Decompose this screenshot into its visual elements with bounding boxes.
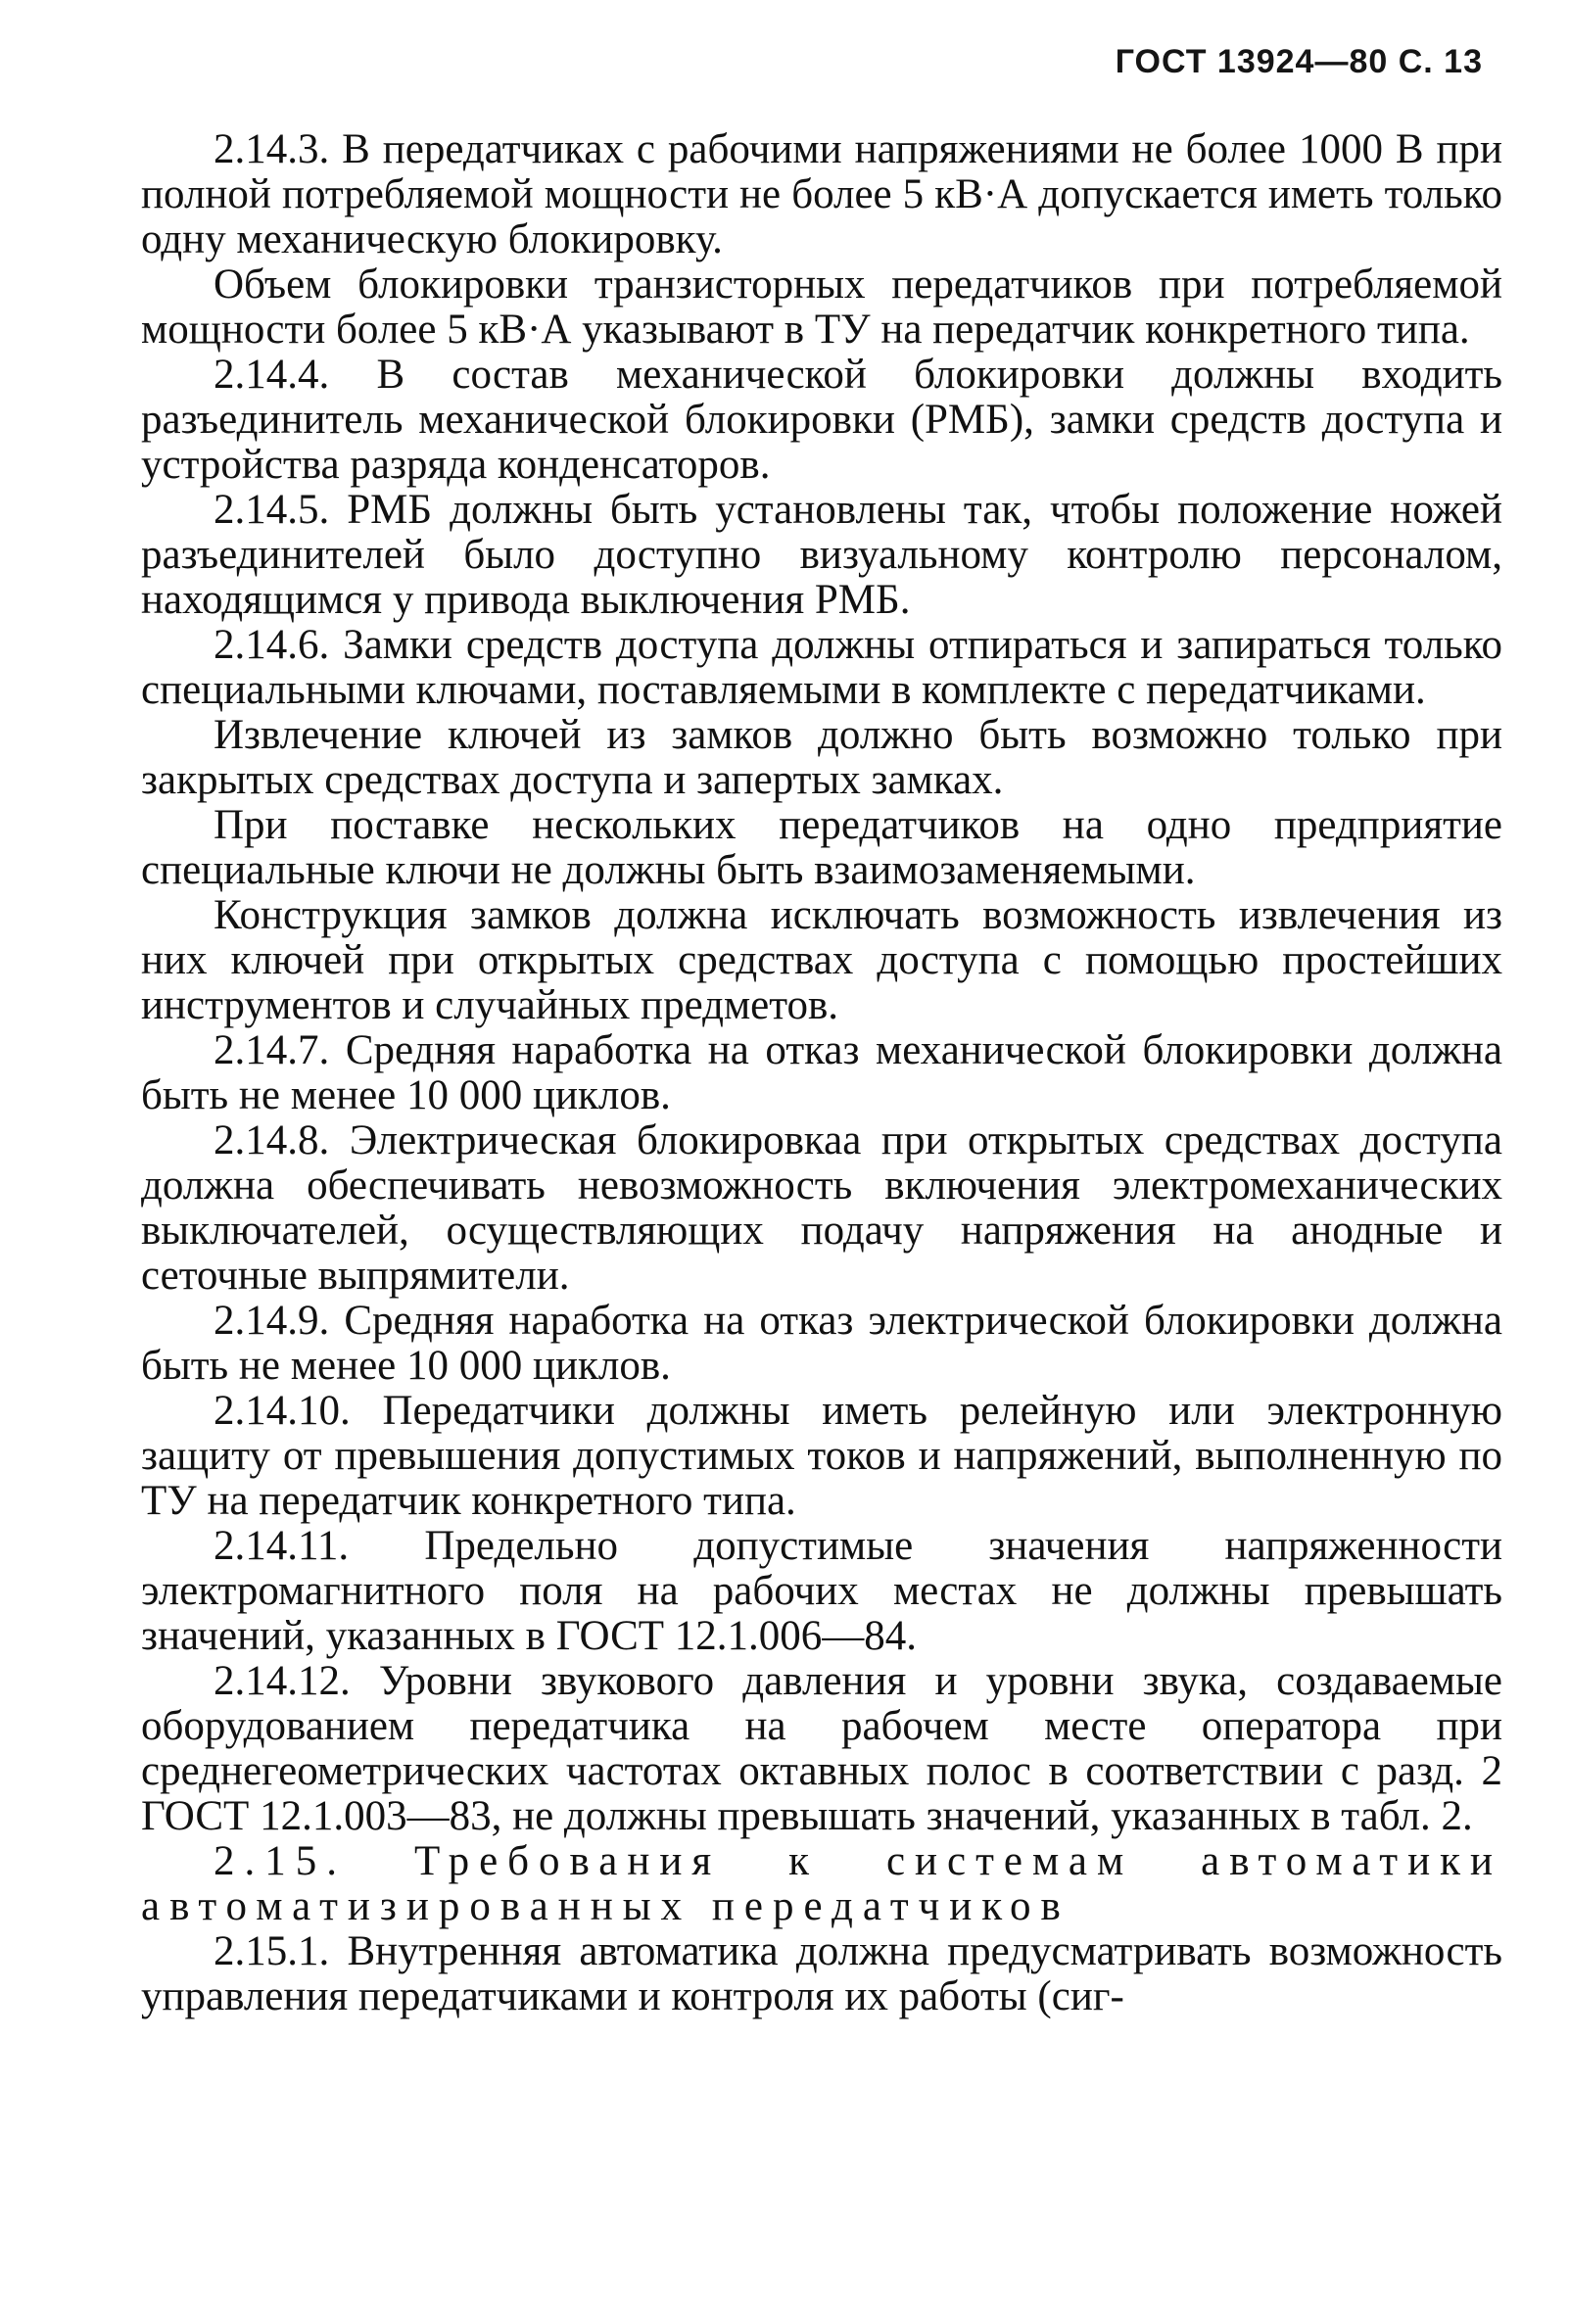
running-header: ГОСТ 13924—80 С. 13 bbox=[1115, 43, 1483, 80]
paragraph-2-14-5: 2.14.5. РМБ должны быть установлены так, чтобы положение ножей разъединителей было доступно визуальному контролю персоналом, находящимся у привода выключения РМБ. bbox=[141, 487, 1502, 623]
paragraph-2-14-8: 2.14.8. Электрическая блокировкаа при открытых средствах доступа должна обеспечивать невозможность включения электромеханических выключателей, осуществляющих подачу напряжения на анодные и сеточные выпрямители. bbox=[141, 1117, 1502, 1299]
section-heading-2-15: 2.15. Требования к системам автоматики автоматизированных передатчиков bbox=[141, 1838, 1502, 1929]
document-body bbox=[141, 127, 1502, 2019]
paragraph-2-14-7: 2.14.7. Средняя наработка на отказ механической блокировки должна быть не менее 10 000 циклов. bbox=[141, 1027, 1502, 1118]
paragraph-2-14-10: 2.14.10. Передатчики должны иметь релейную или электронную защиту от превышения допустимых токов и напряжений, выполненную по ТУ на передатчик конкретного типа. bbox=[141, 1388, 1502, 1524]
paragraph-2-14-3: 2.14.3. В передатчиках с рабочими напряжениями не более 1000 В при полной потребляемой мощности не более 5 кВ·А допускается иметь только одну механическую блокировку. bbox=[141, 126, 1502, 262]
paragraph-blocking-scope: Объем блокировки транзисторных передатчиков при потребляемой мощности более 5 кВ·А указывают в ТУ на передатчик конкретного типа. bbox=[141, 261, 1502, 353]
paragraph-key-uniqueness: При поставке нескольких передатчиков на одно предприятие специальные ключи не должны быть взаимозаменяемыми. bbox=[141, 802, 1502, 893]
paragraph-2-14-12: 2.14.12. Уровни звукового давления и уровни звука, создаваемые оборудованием передатчика на рабочем месте оператора при среднегеометрических частотах октавных полос в соответствии с разд. 2 ГОСТ 12.1.003—83, не должны превышать значений, указанных в табл. 2. bbox=[141, 1658, 1502, 1839]
paragraph-2-14-9: 2.14.9. Средняя наработка на отказ электрической блокировки должна быть не менее 10 000 циклов. bbox=[141, 1298, 1502, 1389]
paragraph-2-14-4: 2.14.4. В состав механической блокировки должны входить разъединитель механической блокировки (РМБ), замки средств доступа и устройства разряда конденсаторов. bbox=[141, 352, 1502, 488]
paragraph-lock-design: Конструкция замков должна исключать возможность извлечения из них ключей при открытых средствах доступа с помощью простейших инструментов и случайных предметов. bbox=[141, 892, 1502, 1028]
paragraph-2-14-6: 2.14.6. Замки средств доступа должны отпираться и запираться только специальными ключами, поставляемыми в комплекте с передатчиками. bbox=[141, 622, 1502, 713]
paragraph-2-14-11: 2.14.11. Предельно допустимые значения напряженности электромагнитного поля на рабочих местах не должны превышать значений, указанных в ГОСТ 12.1.006—84. bbox=[141, 1523, 1502, 1659]
paragraph-2-15-1: 2.15.1. Внутренняя автоматика должна предусматривать возможность управления передатчиками и контроля их работы (сиг- bbox=[141, 1928, 1502, 2019]
paragraph-key-removal: Извлечение ключей из замков должно быть возможно только при закрытых средствах доступа и запертых замках. bbox=[141, 712, 1502, 803]
